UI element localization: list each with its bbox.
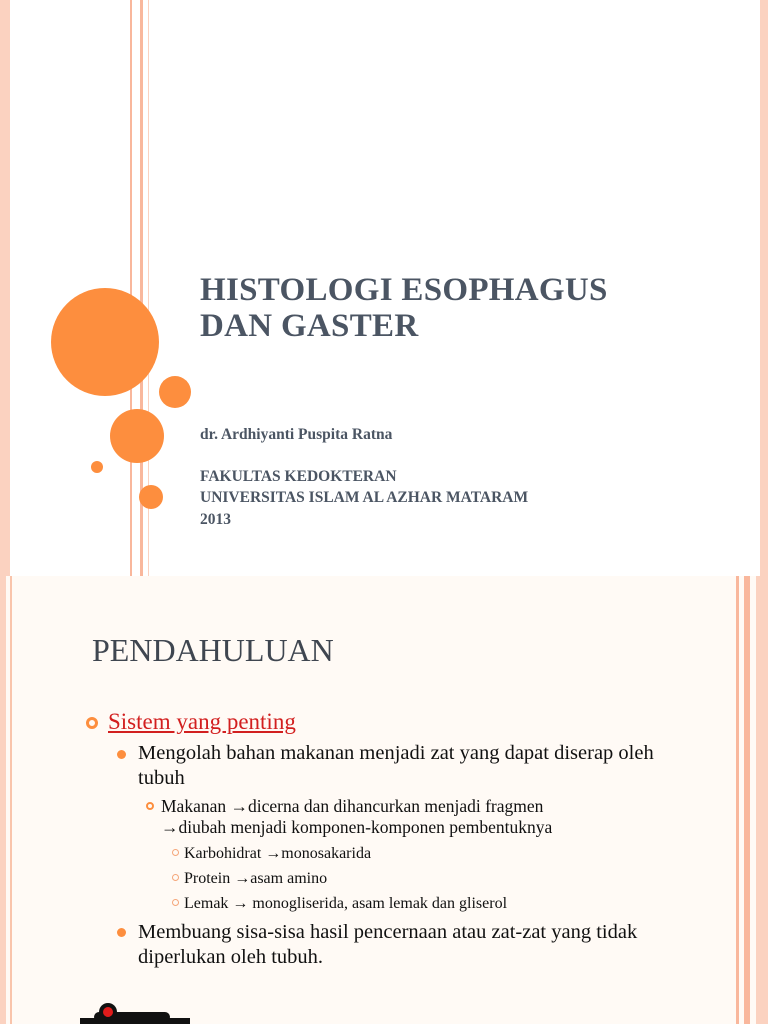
sub-point-1: [161, 796, 552, 838]
point-2-line-2: diperlukan oleh tubuh.: [138, 946, 324, 968]
left-stripe-thin-1: [130, 0, 132, 576]
left-stripe-wide: [0, 0, 10, 576]
right-stripe-1: [736, 576, 739, 1024]
right-stripe-2: [744, 576, 750, 1024]
medium-circle-decoration: [110, 409, 164, 463]
small-circle-decoration-2: [139, 485, 163, 509]
title-line-2: DAN GASTER: [200, 308, 419, 344]
author-name: dr. Ardhiyanti Puspita Ratna: [200, 426, 393, 443]
content-slide: [0, 576, 768, 1024]
university-name: UNIVERSITAS ISLAM AL AZHAR MATARAM: [200, 489, 529, 506]
sub-item-fat: Lemak → monogliserida, asam lemak dan gliserol: [184, 895, 508, 912]
right-stripe-3: [756, 576, 768, 1024]
point-2: [138, 920, 637, 970]
partial-figure-icon: [80, 1000, 190, 1024]
slide-heading: PENDAHULUAN: [92, 632, 334, 668]
large-circle-decoration: [51, 288, 159, 396]
year: 2013: [200, 511, 231, 528]
point-1-line-1: Mengolah bahan makanan menjadi zat yang dapat diserap oleh: [138, 742, 654, 764]
level1-item[interactable]: [108, 708, 296, 736]
level2-bullet-icon: [117, 750, 126, 759]
point-1: [138, 741, 654, 791]
tiny-circle-decoration: [91, 461, 103, 473]
slide-title: [200, 272, 740, 344]
sub-point-1-line-2: →diubah menjadi komponen-komponen pembentuknya: [161, 817, 553, 837]
level3-bullet-icon: [146, 802, 154, 810]
level1-link[interactable]: Sistem yang penting: [108, 709, 296, 734]
small-circle-decoration-1: [159, 376, 191, 408]
point-2-line-1: Membuang sisa-sisa hasil pencernaan atau zat-zat yang tidak: [138, 921, 638, 943]
left-stripe-thin: [10, 576, 12, 1024]
right-stripe: [760, 0, 768, 576]
level4-bullet-icon: [172, 874, 179, 881]
level4-bullet-icon: [172, 899, 179, 906]
level4-bullet-icon: [172, 849, 179, 856]
level1-bullet-icon: [86, 717, 98, 729]
faculty-name: FAKULTAS KEDOKTERAN: [200, 468, 397, 485]
sub-point-1-line-1: Makanan →dicerna dan dihancurkan menjadi fragmen: [161, 796, 544, 816]
title-line-1: HISTOLOGI ESOPHAGUS: [200, 272, 608, 308]
sub-item-carbohydrate: Karbohidrat →monosakarida: [184, 845, 372, 862]
point-1-line-2: tubuh: [138, 767, 185, 789]
left-stripe-wide: [0, 576, 6, 1024]
sub-item-protein: Protein →asam amino: [184, 870, 328, 887]
level2-bullet-icon: [117, 928, 126, 937]
